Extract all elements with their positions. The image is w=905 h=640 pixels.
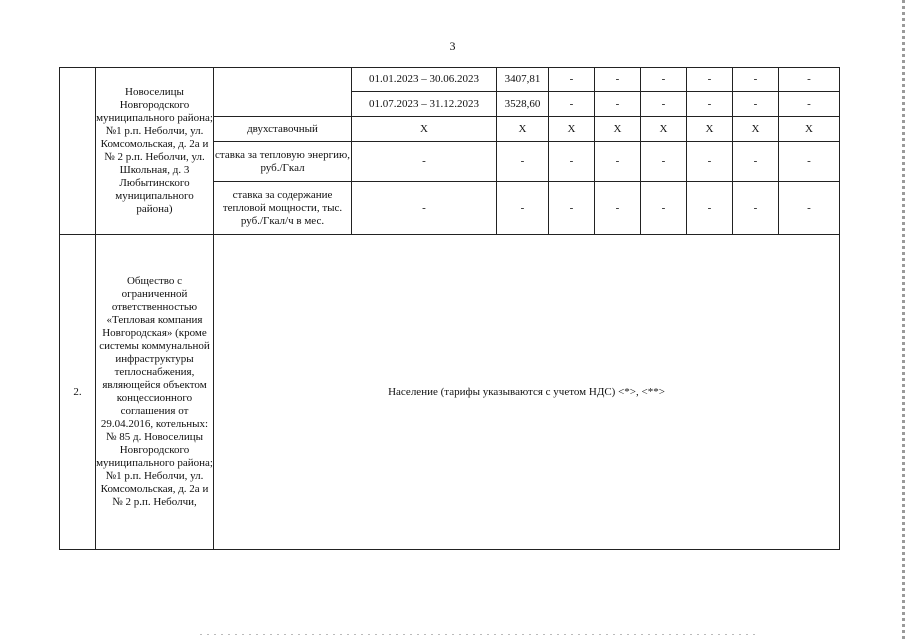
tariff-value-cell: - bbox=[497, 182, 549, 235]
table-cell: - bbox=[641, 182, 687, 235]
table-cell: - bbox=[595, 68, 641, 92]
period-cell: - bbox=[352, 142, 497, 182]
table-cell: Х bbox=[595, 117, 641, 142]
table-cell: - bbox=[779, 182, 840, 235]
table-cell: Х bbox=[549, 117, 595, 142]
table-cell: - bbox=[779, 142, 840, 182]
tariff-value-cell: 3528,60 bbox=[497, 92, 549, 117]
organization-cell: Общество с ограниченной ответственностью «Тепловая компания Новгородская» (кроме системы коммунальной инфраструктуры теплоснабжения, являющейся объектом концессионного соглашения от 29.04.2016, котельных: № 85 д. Новоселицы Новгородского муниципального района; №1 р.п. Неболчи, ул. Комсомольская, д. 2а и № 2 р.п. Неболчи, bbox=[96, 235, 214, 550]
table-cell: - bbox=[687, 92, 733, 117]
period-cell: Х bbox=[352, 117, 497, 142]
table-cell: - bbox=[687, 182, 733, 235]
section-heading-cell: Население (тарифы указываются с учетом НДС) <*>, <**> bbox=[214, 235, 840, 550]
table-cell: - bbox=[641, 68, 687, 92]
tariff-table bbox=[59, 67, 840, 550]
rate-type-cell: двухставочный bbox=[214, 117, 352, 142]
tariff-value-cell: - bbox=[497, 142, 549, 182]
table-cell: - bbox=[595, 182, 641, 235]
page-number: 3 bbox=[449, 39, 456, 53]
rate-type-cell: ставка за содержание тепловой мощности, тыс. руб./Гкал/ч в мес. bbox=[214, 182, 352, 235]
table-cell: - bbox=[687, 142, 733, 182]
period-cell: - bbox=[352, 182, 497, 235]
table-cell: - bbox=[549, 92, 595, 117]
table-cell: Х bbox=[687, 117, 733, 142]
table-cell: - bbox=[687, 68, 733, 92]
row-number-cell bbox=[60, 68, 96, 235]
tariff-value-cell: Х bbox=[497, 117, 549, 142]
table-cell: - bbox=[733, 142, 779, 182]
period-cell: 01.01.2023 – 30.06.2023 bbox=[352, 68, 497, 92]
table-cell: - bbox=[641, 142, 687, 182]
table-cell: - bbox=[779, 92, 840, 117]
period-cell: 01.07.2023 – 31.12.2023 bbox=[352, 92, 497, 117]
table-cell: - bbox=[595, 142, 641, 182]
table-cell: Х bbox=[641, 117, 687, 142]
table-cell: - bbox=[733, 182, 779, 235]
table-cell: - bbox=[733, 92, 779, 117]
table-cell: Х bbox=[779, 117, 840, 142]
row-number-cell: 2. bbox=[60, 235, 96, 550]
table-cell: - bbox=[779, 68, 840, 92]
table-row bbox=[60, 235, 840, 550]
tariff-value-cell: 3407,81 bbox=[497, 68, 549, 92]
table-cell: - bbox=[549, 68, 595, 92]
scan-noise bbox=[200, 634, 760, 635]
rate-type-cell bbox=[214, 68, 352, 117]
table-cell: - bbox=[549, 182, 595, 235]
table-cell: - bbox=[595, 92, 641, 117]
table-cell: Х bbox=[733, 117, 779, 142]
rate-type-cell: ставка за тепловую энергию, руб./Гкал bbox=[214, 142, 352, 182]
organization-cell: Новоселицы Новгородского муниципального района; №1 р.п. Неболчи, ул. Комсомольская, д. 2а и № 2 р.п. Неболчи, ул. Школьная, д. 3 Любытинского муниципального района) bbox=[96, 68, 214, 235]
table-cell: - bbox=[549, 142, 595, 182]
table-cell: - bbox=[733, 68, 779, 92]
table-cell: - bbox=[641, 92, 687, 117]
table-row bbox=[60, 68, 840, 92]
